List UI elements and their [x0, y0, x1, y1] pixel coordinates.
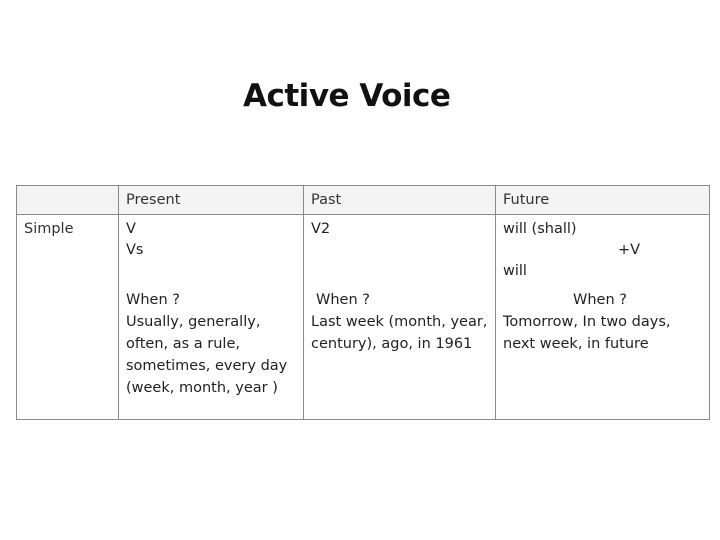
past-when: When ?: [316, 292, 370, 308]
future-when: When ?: [573, 292, 627, 308]
header-past: Past: [311, 192, 342, 208]
present-form-vs: Vs: [126, 242, 144, 258]
page-title: Active Voice: [243, 78, 451, 114]
future-plus-v: +V: [618, 242, 641, 258]
present-marker-line: often, as a rule,: [126, 336, 240, 352]
present-form-v: V: [126, 221, 136, 237]
header-row: [17, 186, 710, 215]
past-form-v2: V2: [311, 221, 331, 237]
header-cell-empty: [17, 186, 119, 215]
past-marker-line: century), ago, in 1961: [311, 336, 473, 352]
present-marker-line: sometimes, every day: [126, 358, 288, 374]
future-marker-line: next week, in future: [503, 336, 649, 352]
tense-table: [16, 185, 710, 420]
row-label-simple: Simple: [24, 221, 74, 237]
header-cell-past: [304, 186, 496, 215]
past-marker-line: Last week (month, year,: [311, 314, 488, 330]
present-marker-line: Usually, generally,: [126, 314, 261, 330]
header-cell-present: [119, 186, 304, 215]
header-present: Present: [126, 192, 181, 208]
header-future: Future: [503, 192, 550, 208]
past-cell: [304, 215, 496, 420]
future-marker-line: Tomorrow, In two days,: [503, 314, 671, 330]
future-aux-will: will: [503, 263, 527, 279]
present-when: When ?: [126, 292, 180, 308]
present-cell: [119, 215, 304, 420]
header-cell-future: [496, 186, 710, 215]
future-aux-will-shall: will (shall): [503, 221, 577, 237]
future-cell: [496, 215, 710, 420]
row-label-cell: [17, 215, 119, 420]
header-row-label: [17, 186, 118, 192]
simple-row: [17, 215, 710, 420]
present-marker-line: (week, month, year ): [126, 380, 278, 396]
